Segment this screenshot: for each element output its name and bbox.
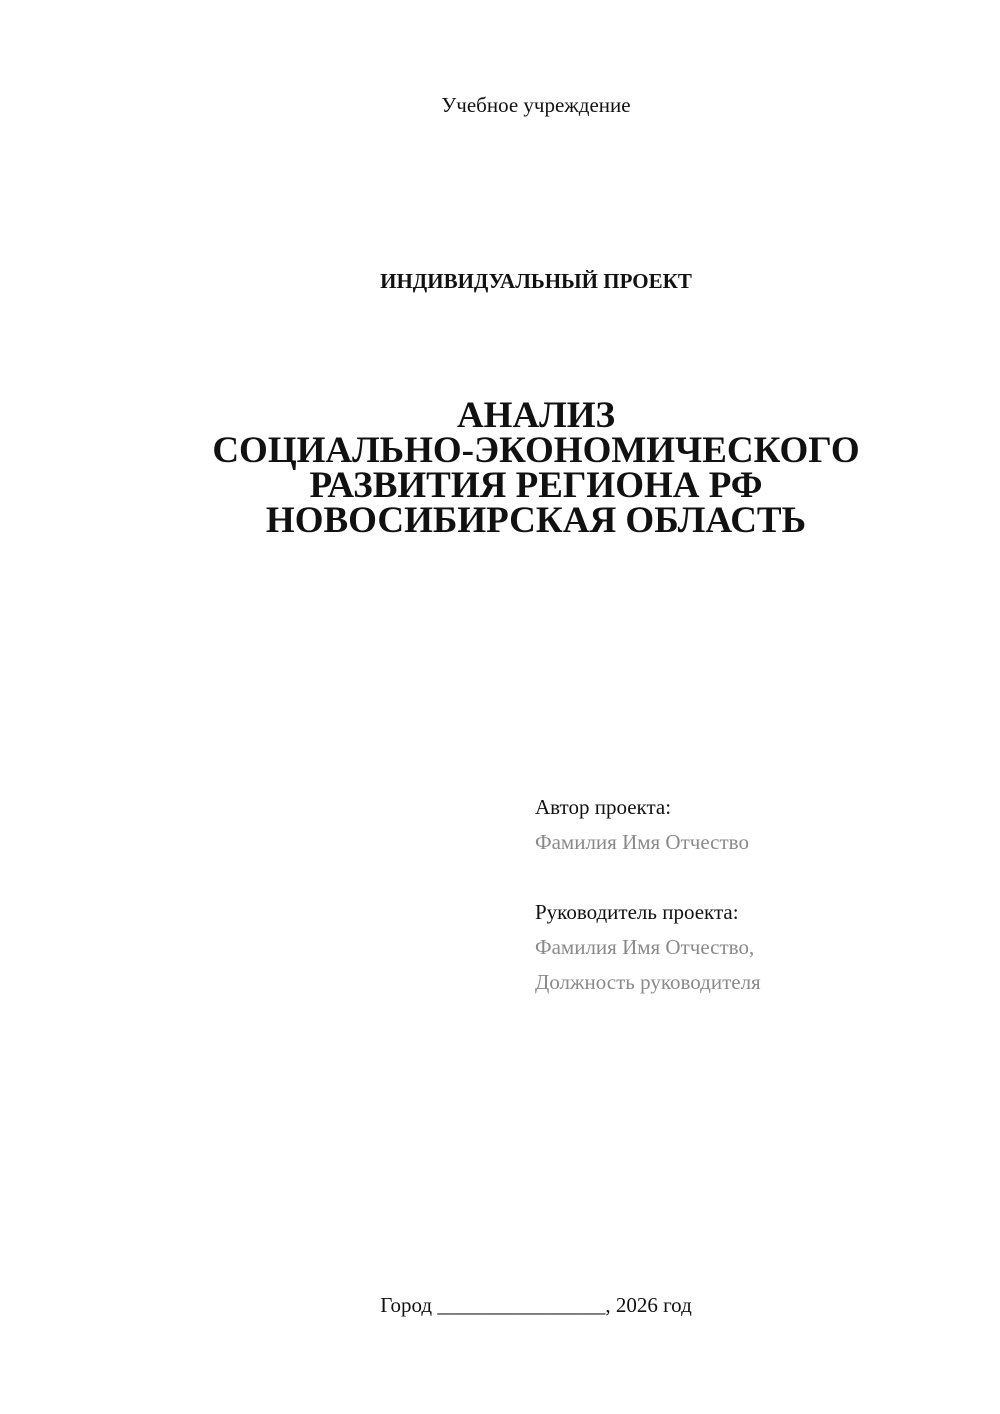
supervisor-name-placeholder: Фамилия Имя Отчество, — [535, 935, 755, 959]
project-type-heading: ИНДИВИДУАЛЬНЫЙ ПРОЕКТ — [380, 269, 692, 293]
author-label: Автор проекта: — [535, 795, 672, 819]
spacer — [535, 860, 975, 895]
city-year-line: Город ________________, 2026 год — [380, 1293, 692, 1317]
project-title-line: РАЗВИТИЯ РЕГИОНА РФ — [309, 465, 763, 506]
author-name-placeholder: Фамилия Имя Отчество — [535, 830, 749, 854]
institution-name: Учебное учреждение — [441, 93, 631, 117]
project-title-line: НОВОСИБИРСКАЯ ОБЛАСТЬ — [265, 500, 807, 541]
project-title — [0, 395, 1000, 541]
supervisor-label: Руководитель проекта: — [535, 900, 739, 924]
supervisor-position-placeholder: Должность руководителя — [535, 970, 761, 994]
project-title-line: СОЦИАЛЬНО-ЭКОНОМИЧЕСКОГО — [212, 430, 860, 471]
signature-block — [535, 790, 975, 1000]
project-title-line: АНАЛИЗ — [456, 395, 616, 436]
